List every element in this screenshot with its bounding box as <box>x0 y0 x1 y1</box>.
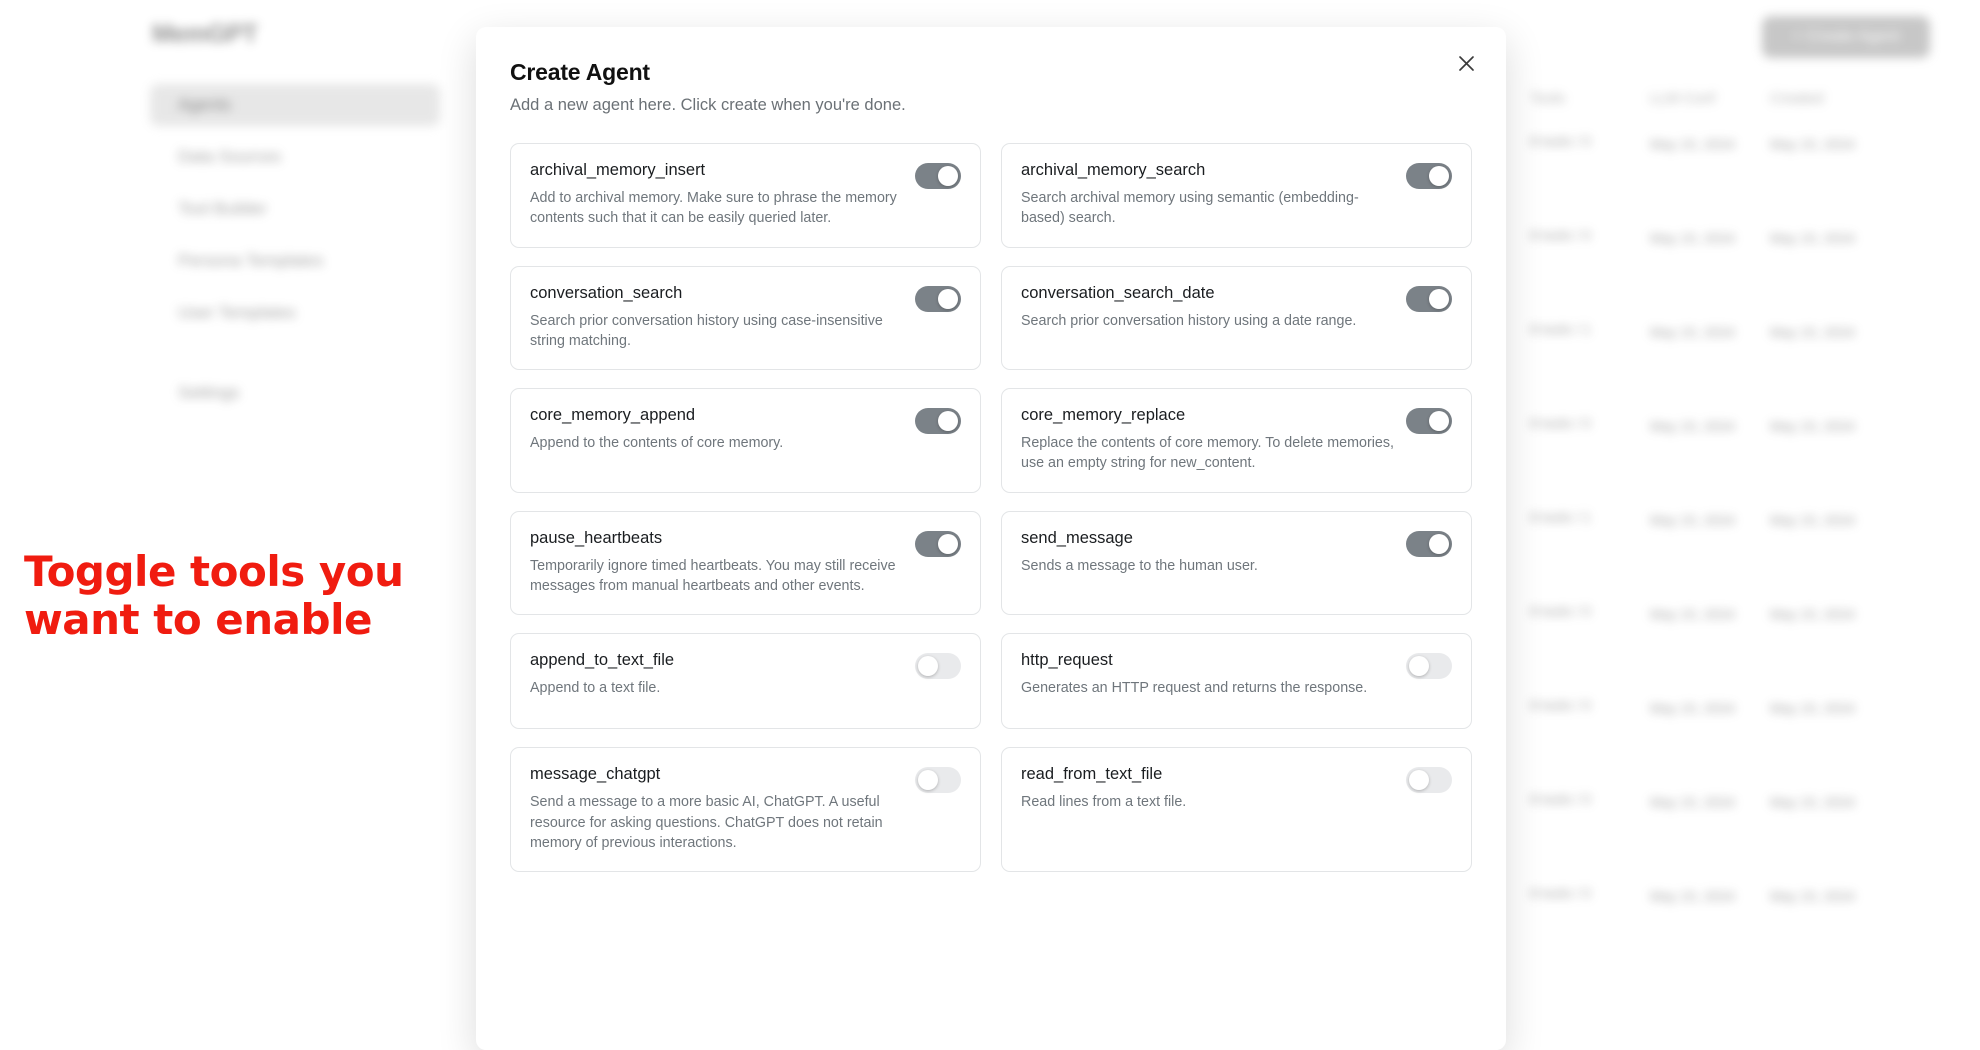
tool-name: pause_heartbeats <box>530 528 663 547</box>
toggle-knob <box>918 770 938 790</box>
tool-description: Replace the contents of core memory. To delete memories, use an empty string for new_content. <box>1021 435 1394 472</box>
dialog-title: Create Agent <box>510 59 650 85</box>
tool-toggle[interactable] <box>1406 531 1452 557</box>
tool-card <box>510 266 981 371</box>
tool-card <box>1001 143 1472 248</box>
cell-llm: May 15, 2024 <box>1650 230 1735 246</box>
table-row[interactable] <box>1530 885 1950 979</box>
tool-card <box>510 747 981 872</box>
table-row[interactable] <box>1530 603 1950 697</box>
table-row[interactable] <box>1530 321 1950 415</box>
toggle-knob <box>938 166 958 186</box>
tool-list <box>510 143 1472 872</box>
cell-tools: 8 tools / 0 <box>1530 697 1591 713</box>
tool-card <box>1001 633 1472 729</box>
sidebar-item-user-templates[interactable] <box>150 292 440 334</box>
toggle-knob <box>1429 411 1449 431</box>
cell-llm: May 15, 2024 <box>1650 324 1735 340</box>
sidebar <box>150 84 440 424</box>
tool-card <box>510 633 981 729</box>
create-agent-label: + Create Agent <box>1792 28 1900 45</box>
tool-toggle[interactable] <box>1406 163 1452 189</box>
toggle-knob <box>938 534 958 554</box>
cell-tools: 8 tools / 0 <box>1530 885 1591 901</box>
table-row[interactable] <box>1530 509 1950 603</box>
create-agent-dialog <box>476 27 1506 1050</box>
tool-description: Append to a text file. <box>530 680 661 697</box>
tool-toggle[interactable] <box>915 531 961 557</box>
table-header-row <box>1530 90 1950 133</box>
tool-description: Search prior conversation history using case-insensitive string matching. <box>530 312 883 349</box>
table-row[interactable] <box>1530 415 1950 509</box>
tool-name: append_to_text_file <box>530 651 675 670</box>
toggle-knob <box>1429 289 1449 309</box>
tool-toggle[interactable] <box>915 653 961 679</box>
cell-created: May 15, 2024 <box>1770 888 1855 904</box>
tool-card <box>1001 388 1472 493</box>
cell-tools: 8 tools / 1 <box>1530 509 1591 525</box>
sidebar-item-label: Settings <box>178 383 240 402</box>
sidebar-item-label: Tool Builder <box>178 199 267 218</box>
cell-tools: 8 tools / 0 <box>1530 603 1591 619</box>
table-row[interactable] <box>1530 227 1950 321</box>
tool-name: archival_memory_insert <box>530 161 706 179</box>
cell-llm: May 15, 2024 <box>1650 512 1735 528</box>
tool-card <box>1001 266 1472 371</box>
tool-description: Read lines from a text file. <box>1021 794 1187 811</box>
cell-tools: 8 tools / 1 <box>1530 321 1591 337</box>
tool-name: core_memory_replace <box>1021 406 1186 425</box>
sidebar-item-settings[interactable] <box>150 372 440 414</box>
toggle-knob <box>918 656 938 676</box>
tool-description: Search prior conversation history using a date range. <box>1021 312 1357 329</box>
toggle-knob <box>1409 770 1429 790</box>
tool-card <box>1001 747 1472 872</box>
sidebar-item-data-sources[interactable] <box>150 136 440 178</box>
cell-llm: May 15, 2024 <box>1650 700 1735 716</box>
tool-description: Generates an HTTP request and returns the response. <box>1021 680 1368 697</box>
tool-toggle[interactable] <box>1406 653 1452 679</box>
sidebar-item-label: Agents <box>178 95 231 114</box>
tool-name: read_from_text_file <box>1021 765 1163 784</box>
sidebar-item-label: Data Sources <box>178 147 281 166</box>
cell-created: May 15, 2024 <box>1770 700 1855 716</box>
cell-llm: May 15, 2024 <box>1650 136 1735 152</box>
cell-created: May 15, 2024 <box>1770 324 1855 340</box>
cell-created: May 15, 2024 <box>1770 512 1855 528</box>
tool-name: conversation_search_date <box>1021 283 1215 302</box>
tool-toggle[interactable] <box>915 408 961 434</box>
column-header-tools: Tools <box>1530 90 1566 107</box>
cell-llm: May 15, 2024 <box>1650 606 1735 622</box>
tool-toggle[interactable] <box>915 163 961 189</box>
tool-name: core_memory_append <box>530 406 696 425</box>
sidebar-item-tool-builder[interactable] <box>150 188 440 230</box>
toggle-knob <box>938 411 958 431</box>
tool-card <box>510 511 981 616</box>
cell-created: May 15, 2024 <box>1770 794 1855 810</box>
tool-name: archival_memory_search <box>1021 161 1206 179</box>
table-row[interactable] <box>1530 697 1950 791</box>
cell-created: May 15, 2024 <box>1770 136 1855 152</box>
tool-name: http_request <box>1021 651 1113 670</box>
tool-card <box>510 143 981 248</box>
cell-llm: May 15, 2024 <box>1650 418 1735 434</box>
tool-card <box>510 388 981 493</box>
cell-llm: May 15, 2024 <box>1650 888 1735 904</box>
table-row[interactable] <box>1530 791 1950 885</box>
tool-description: Append to the contents of core memory. <box>530 435 784 452</box>
tool-card <box>1001 511 1472 616</box>
tool-description: Add to archival memory. Make sure to phrase the memory contents such that it can be easily queried later. <box>530 190 897 227</box>
tool-toggle[interactable] <box>1406 767 1452 793</box>
sidebar-item-agents[interactable] <box>150 84 440 126</box>
sidebar-divider <box>150 344 440 372</box>
cell-created: May 15, 2024 <box>1770 230 1855 246</box>
create-agent-button[interactable] <box>1762 16 1930 58</box>
tool-toggle[interactable] <box>1406 286 1452 312</box>
tool-toggle[interactable] <box>915 286 961 312</box>
tool-toggle[interactable] <box>1406 408 1452 434</box>
column-header-created: Created <box>1770 90 1824 107</box>
sidebar-item-label: Persona Templates <box>178 251 324 270</box>
cell-tools: 8 tools / 0 <box>1530 791 1591 807</box>
table-row[interactable] <box>1530 133 1950 227</box>
toggle-knob <box>938 289 958 309</box>
cell-tools: 8 tools / 0 <box>1530 415 1591 431</box>
tool-description: Sends a message to the human user. <box>1021 557 1258 574</box>
app-logo: MemGPT <box>152 20 258 48</box>
close-icon[interactable] <box>1452 49 1480 77</box>
tool-name: send_message <box>1021 528 1133 547</box>
toggle-knob <box>1429 166 1449 186</box>
cell-tools: 8 tools / 0 <box>1530 133 1591 149</box>
tool-description: Temporarily ignore timed heartbeats. You may still receive messages from manual heartbeats and other events. <box>530 557 896 595</box>
toggle-knob <box>1429 534 1449 554</box>
tool-name: message_chatgpt <box>530 765 661 784</box>
sidebar-item-persona-templates[interactable] <box>150 240 440 282</box>
annotation-note: Toggle tools you want to enable <box>24 547 404 645</box>
tool-description: Send a message to a more basic AI, ChatGPT. A useful resource for asking questions. ChatGPT does not retain memory of previous interactions. <box>530 794 883 851</box>
cell-llm: May 15, 2024 <box>1650 794 1735 810</box>
tool-name: conversation_search <box>530 283 683 302</box>
toggle-knob <box>1409 656 1429 676</box>
column-header-llm-conf: LLM Conf <box>1650 90 1716 107</box>
cell-created: May 15, 2024 <box>1770 606 1855 622</box>
sidebar-item-label: User Templates <box>178 303 296 322</box>
tool-toggle[interactable] <box>915 767 961 793</box>
cell-tools: 8 tools / 0 <box>1530 227 1591 243</box>
tool-description: Search archival memory using semantic (embedding-based) search. <box>1021 190 1359 227</box>
agents-table <box>1530 90 1950 979</box>
dialog-subtitle: Add a new agent here. Click create when you're done. <box>510 96 906 114</box>
cell-created: May 15, 2024 <box>1770 418 1855 434</box>
